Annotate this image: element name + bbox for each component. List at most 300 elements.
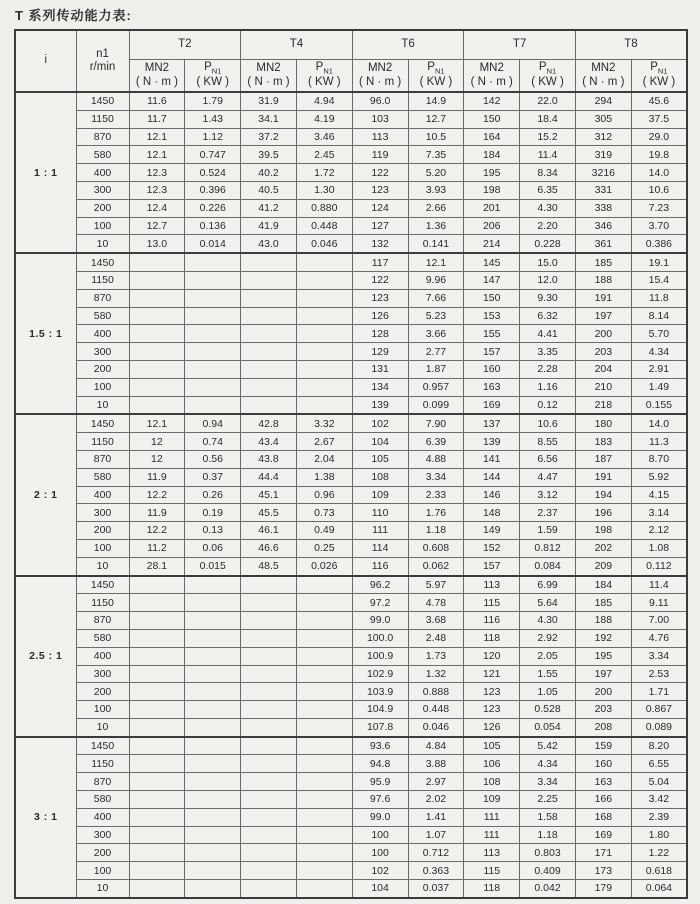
data-cell (241, 826, 297, 844)
data-cell: 139 (352, 396, 408, 414)
data-cell: 209 (575, 557, 631, 575)
data-cell (241, 718, 297, 736)
data-cell: 4.88 (408, 450, 464, 468)
data-cell (296, 665, 352, 683)
data-cell: 109 (352, 486, 408, 504)
mn2-header: MN2 ( N · m ) (464, 60, 520, 93)
data-cell: 0.014 (185, 235, 241, 253)
data-cell (129, 629, 185, 647)
data-cell: 10.6 (631, 181, 687, 199)
ratio-cell: 2 : 1 (15, 414, 76, 575)
data-cell: 0.94 (185, 414, 241, 432)
data-cell: 14.9 (408, 92, 464, 110)
n1-cell: 300 (76, 181, 129, 199)
data-cell (185, 737, 241, 755)
data-cell: 126 (464, 718, 520, 736)
data-cell: 123 (464, 683, 520, 701)
n1-cell: 870 (76, 773, 129, 791)
table-row (15, 880, 687, 898)
n1-label: n1 (96, 47, 109, 60)
data-cell: 102.9 (352, 665, 408, 683)
table-row (15, 199, 687, 217)
data-cell: 43.8 (241, 450, 297, 468)
ratio-cell: 1 : 1 (15, 92, 76, 253)
group-header-t6: T6 (352, 30, 464, 60)
n1-cell: 100 (76, 862, 129, 880)
data-cell (129, 396, 185, 414)
page-title: T 系列传动能力表: (15, 8, 132, 23)
data-cell: 45.1 (241, 486, 297, 504)
data-cell (296, 683, 352, 701)
data-cell: 1.49 (631, 378, 687, 396)
data-cell: 200 (575, 325, 631, 343)
n1-cell: 10 (76, 235, 129, 253)
data-cell: 100 (352, 826, 408, 844)
data-cell (185, 665, 241, 683)
n1-cell: 1450 (76, 253, 129, 271)
data-cell (129, 289, 185, 307)
data-cell: 12.7 (408, 110, 464, 128)
data-cell: 12.2 (129, 486, 185, 504)
pn1-header: $P_{N1}$ ( KW ) (185, 60, 241, 93)
data-cell: 1.18 (520, 826, 576, 844)
data-cell (129, 862, 185, 880)
data-cell: 1.59 (520, 522, 576, 540)
data-cell (185, 360, 241, 378)
data-cell: 31.9 (241, 92, 297, 110)
n1-cell: 1150 (76, 594, 129, 612)
data-cell: 0.226 (185, 199, 241, 217)
data-cell: 0.888 (408, 683, 464, 701)
data-cell: 111 (464, 826, 520, 844)
data-cell: 0.112 (631, 557, 687, 575)
data-cell: 6.32 (520, 307, 576, 325)
data-cell: 191 (575, 468, 631, 486)
data-cell: 2.39 (631, 808, 687, 826)
n1-cell: 1450 (76, 92, 129, 110)
n1-cell: 1150 (76, 755, 129, 773)
data-cell: 115 (464, 594, 520, 612)
data-cell: 11.8 (631, 289, 687, 307)
data-cell: 171 (575, 844, 631, 862)
data-cell (185, 325, 241, 343)
data-cell: 0.74 (185, 433, 241, 451)
table-row (15, 647, 687, 665)
ratio-cell: 2.5 : 1 (15, 576, 76, 737)
data-cell (241, 271, 297, 289)
data-cell: 8.70 (631, 450, 687, 468)
data-cell: 3.34 (520, 773, 576, 791)
data-cell: 198 (575, 522, 631, 540)
n1-cell: 10 (76, 880, 129, 898)
data-cell (296, 862, 352, 880)
data-cell: 12.0 (520, 271, 576, 289)
n1-cell: 100 (76, 701, 129, 719)
n1-cell: 1450 (76, 737, 129, 755)
ratio-cell: 3 : 1 (15, 737, 76, 898)
data-cell (296, 880, 352, 898)
data-cell: 0.19 (185, 504, 241, 522)
data-cell: 187 (575, 450, 631, 468)
data-cell: 185 (575, 594, 631, 612)
data-cell (241, 737, 297, 755)
data-cell: 0.042 (520, 880, 576, 898)
data-cell: 147 (464, 271, 520, 289)
transmission-capacity-table (14, 29, 688, 899)
n1-cell: 580 (76, 629, 129, 647)
data-cell: 0.155 (631, 396, 687, 414)
data-cell: 204 (575, 360, 631, 378)
data-cell: 0.386 (631, 235, 687, 253)
data-cell: 3216 (575, 164, 631, 182)
data-cell: 5.23 (408, 307, 464, 325)
table-row (15, 325, 687, 343)
data-cell: 40.2 (241, 164, 297, 182)
data-cell: 3.70 (631, 217, 687, 235)
table-row (15, 128, 687, 146)
data-cell: 43.0 (241, 235, 297, 253)
data-cell: 37.5 (631, 110, 687, 128)
data-cell (129, 880, 185, 898)
data-cell: 197 (575, 307, 631, 325)
table-row (15, 92, 687, 110)
data-cell: 0.084 (520, 557, 576, 575)
data-cell: 40.5 (241, 181, 297, 199)
data-cell: 122 (352, 164, 408, 182)
data-cell (296, 755, 352, 773)
data-cell (241, 791, 297, 809)
data-cell: 12 (129, 450, 185, 468)
data-cell (296, 360, 352, 378)
data-cell: 6.56 (520, 450, 576, 468)
data-cell: 203 (575, 701, 631, 719)
data-cell: 0.73 (296, 504, 352, 522)
data-cell: 100.0 (352, 629, 408, 647)
data-cell (129, 808, 185, 826)
data-cell: 93.6 (352, 737, 408, 755)
data-cell: 11.2 (129, 539, 185, 557)
table-row (15, 146, 687, 164)
data-cell: 0.448 (408, 701, 464, 719)
n1-unit-label: r/min (89, 61, 116, 73)
mn2-header: MN2 ( N · m ) (575, 60, 631, 93)
data-cell: 11.9 (129, 468, 185, 486)
n1-cell: 400 (76, 325, 129, 343)
data-cell: 96.0 (352, 92, 408, 110)
table-row (15, 110, 687, 128)
n1-cell: 300 (76, 665, 129, 683)
data-cell: 12.1 (408, 253, 464, 271)
data-cell: 160 (464, 360, 520, 378)
data-cell: 1.07 (408, 826, 464, 844)
data-cell: 100 (352, 844, 408, 862)
table-row (15, 755, 687, 773)
data-cell: 2.28 (520, 360, 576, 378)
data-cell: 39.5 (241, 146, 297, 164)
data-cell (185, 844, 241, 862)
data-cell: 157 (464, 557, 520, 575)
data-cell: 184 (464, 146, 520, 164)
data-cell: 104 (352, 433, 408, 451)
data-cell: 14.0 (631, 164, 687, 182)
data-cell: 9.11 (631, 594, 687, 612)
data-cell: 196 (575, 504, 631, 522)
data-cell: 153 (464, 307, 520, 325)
group-header-row (15, 30, 687, 60)
data-cell: 1.36 (408, 217, 464, 235)
data-cell: 46.6 (241, 539, 297, 557)
data-cell (241, 773, 297, 791)
table-row (15, 396, 687, 414)
data-cell: 113 (464, 576, 520, 594)
data-cell: 1.55 (520, 665, 576, 683)
data-cell (129, 576, 185, 594)
data-cell: 15.4 (631, 271, 687, 289)
data-cell: 1.18 (408, 522, 464, 540)
data-cell: 148 (464, 504, 520, 522)
data-cell: 184 (575, 576, 631, 594)
data-cell: 14.0 (631, 414, 687, 432)
data-cell: 1.38 (296, 468, 352, 486)
data-cell: 4.30 (520, 199, 576, 217)
data-cell: 5.20 (408, 164, 464, 182)
data-cell: 118 (464, 629, 520, 647)
data-cell: 97.6 (352, 791, 408, 809)
data-cell: 11.6 (129, 92, 185, 110)
data-cell: 6.55 (631, 755, 687, 773)
data-cell (296, 594, 352, 612)
data-cell: 338 (575, 199, 631, 217)
data-cell: 107.8 (352, 718, 408, 736)
data-cell: 4.34 (520, 755, 576, 773)
data-cell: 179 (575, 880, 631, 898)
data-cell (241, 683, 297, 701)
data-cell (296, 271, 352, 289)
data-cell: 168 (575, 808, 631, 826)
table-row (15, 826, 687, 844)
data-cell: 294 (575, 92, 631, 110)
data-cell: 128 (352, 325, 408, 343)
data-cell: 146 (464, 486, 520, 504)
n1-cell: 300 (76, 343, 129, 361)
n1-cell: 200 (76, 199, 129, 217)
data-cell: 149 (464, 522, 520, 540)
data-cell: 150 (464, 110, 520, 128)
data-cell: 1.08 (631, 539, 687, 557)
data-cell (185, 880, 241, 898)
data-cell (241, 862, 297, 880)
data-cell: 116 (464, 612, 520, 630)
table-row (15, 468, 687, 486)
n1-cell: 1150 (76, 110, 129, 128)
n1-cell: 200 (76, 522, 129, 540)
data-cell (185, 253, 241, 271)
data-cell: 110 (352, 504, 408, 522)
data-cell (129, 665, 185, 683)
data-cell (185, 576, 241, 594)
data-cell: 37.2 (241, 128, 297, 146)
data-cell (129, 755, 185, 773)
data-cell: 0.13 (185, 522, 241, 540)
data-cell: 163 (575, 773, 631, 791)
n1-cell: 1450 (76, 576, 129, 594)
data-cell: 3.32 (296, 414, 352, 432)
data-cell (296, 647, 352, 665)
data-cell (296, 307, 352, 325)
data-cell: 210 (575, 378, 631, 396)
data-cell: 1.32 (408, 665, 464, 683)
data-cell: 2.37 (520, 504, 576, 522)
data-cell: 127 (352, 217, 408, 235)
data-cell: 15.2 (520, 128, 576, 146)
n1-cell: 580 (76, 146, 129, 164)
data-cell: 6.99 (520, 576, 576, 594)
data-cell (185, 701, 241, 719)
n1-cell: 870 (76, 128, 129, 146)
data-cell: 331 (575, 181, 631, 199)
table-row (15, 307, 687, 325)
table-body (15, 92, 687, 898)
data-cell: 312 (575, 128, 631, 146)
data-cell (185, 629, 241, 647)
data-cell: 115 (464, 862, 520, 880)
data-cell: 10.6 (520, 414, 576, 432)
data-cell: 2.05 (520, 647, 576, 665)
data-cell: 122 (352, 271, 408, 289)
data-cell: 173 (575, 862, 631, 880)
n1-cell: 200 (76, 360, 129, 378)
data-cell (296, 737, 352, 755)
table-row (15, 701, 687, 719)
data-cell: 1.71 (631, 683, 687, 701)
n1-cell: 400 (76, 164, 129, 182)
data-cell: 0.064 (631, 880, 687, 898)
data-cell (241, 844, 297, 862)
data-cell (241, 396, 297, 414)
data-cell (185, 612, 241, 630)
data-cell: 0.396 (185, 181, 241, 199)
n1-cell: 200 (76, 844, 129, 862)
data-cell: 129 (352, 343, 408, 361)
pn1-header: $P_{N1}$ ( KW ) (631, 60, 687, 93)
data-cell: 12.4 (129, 199, 185, 217)
data-cell: 41.2 (241, 199, 297, 217)
data-cell: 48.5 (241, 557, 297, 575)
ratio-cell: 1.5 : 1 (15, 253, 76, 414)
data-cell (296, 612, 352, 630)
data-cell: 106 (464, 755, 520, 773)
data-cell: 202 (575, 539, 631, 557)
data-cell: 194 (575, 486, 631, 504)
data-cell: 3.34 (408, 468, 464, 486)
table-row (15, 343, 687, 361)
table-row (15, 844, 687, 862)
data-cell: 1.76 (408, 504, 464, 522)
data-cell: 0.099 (408, 396, 464, 414)
data-cell: 195 (464, 164, 520, 182)
data-cell (129, 253, 185, 271)
pn1-header: $P_{N1}$ ( KW ) (296, 60, 352, 93)
data-cell: 2.48 (408, 629, 464, 647)
data-cell: 123 (352, 181, 408, 199)
data-cell: 12.2 (129, 522, 185, 540)
data-cell: 43.4 (241, 433, 297, 451)
data-cell: 166 (575, 791, 631, 809)
data-cell: 12 (129, 433, 185, 451)
n1-cell: 870 (76, 450, 129, 468)
data-cell: 8.14 (631, 307, 687, 325)
data-cell (241, 665, 297, 683)
table-row (15, 450, 687, 468)
n1-cell: 10 (76, 557, 129, 575)
data-cell: 7.23 (631, 199, 687, 217)
data-cell: 1.87 (408, 360, 464, 378)
data-cell: 2.04 (296, 450, 352, 468)
data-cell: 0.880 (296, 199, 352, 217)
data-cell: 2.12 (631, 522, 687, 540)
table-row (15, 235, 687, 253)
table-row (15, 522, 687, 540)
data-cell: 29.0 (631, 128, 687, 146)
data-cell: 4.47 (520, 468, 576, 486)
data-cell: 2.77 (408, 343, 464, 361)
data-cell (241, 253, 297, 271)
data-cell (129, 647, 185, 665)
data-cell: 2.20 (520, 217, 576, 235)
data-cell: 142 (464, 92, 520, 110)
data-cell: 163 (464, 378, 520, 396)
table-row (15, 862, 687, 880)
data-cell: 141 (464, 450, 520, 468)
table-row (15, 433, 687, 451)
data-cell: 4.34 (631, 343, 687, 361)
data-cell: 192 (575, 629, 631, 647)
data-cell (241, 701, 297, 719)
data-cell: 4.76 (631, 629, 687, 647)
n1-cell: 100 (76, 539, 129, 557)
data-cell: 4.15 (631, 486, 687, 504)
data-cell (129, 737, 185, 755)
data-cell: 11.7 (129, 110, 185, 128)
group-header-t7: T7 (464, 30, 576, 60)
data-cell: 5.92 (631, 468, 687, 486)
data-cell: 0.015 (185, 557, 241, 575)
data-cell: 113 (464, 844, 520, 862)
data-cell: 4.78 (408, 594, 464, 612)
data-cell: 5.42 (520, 737, 576, 755)
data-cell (185, 307, 241, 325)
n1-cell: 300 (76, 826, 129, 844)
mn2-header: MN2 ( N · m ) (241, 60, 297, 93)
n1-cell: 400 (76, 808, 129, 826)
data-cell: 104 (352, 880, 408, 898)
data-cell: 1.30 (296, 181, 352, 199)
data-cell: 214 (464, 235, 520, 253)
data-cell: 1.72 (296, 164, 352, 182)
data-cell: 0.089 (631, 718, 687, 736)
data-cell (185, 808, 241, 826)
data-cell (296, 629, 352, 647)
data-cell (241, 378, 297, 396)
data-cell (185, 396, 241, 414)
data-cell: 2.25 (520, 791, 576, 809)
data-cell: 105 (464, 737, 520, 755)
data-cell (296, 791, 352, 809)
data-cell: 45.5 (241, 504, 297, 522)
group-header-t2: T2 (129, 30, 241, 60)
data-cell: 111 (352, 522, 408, 540)
data-cell: 2.66 (408, 199, 464, 217)
